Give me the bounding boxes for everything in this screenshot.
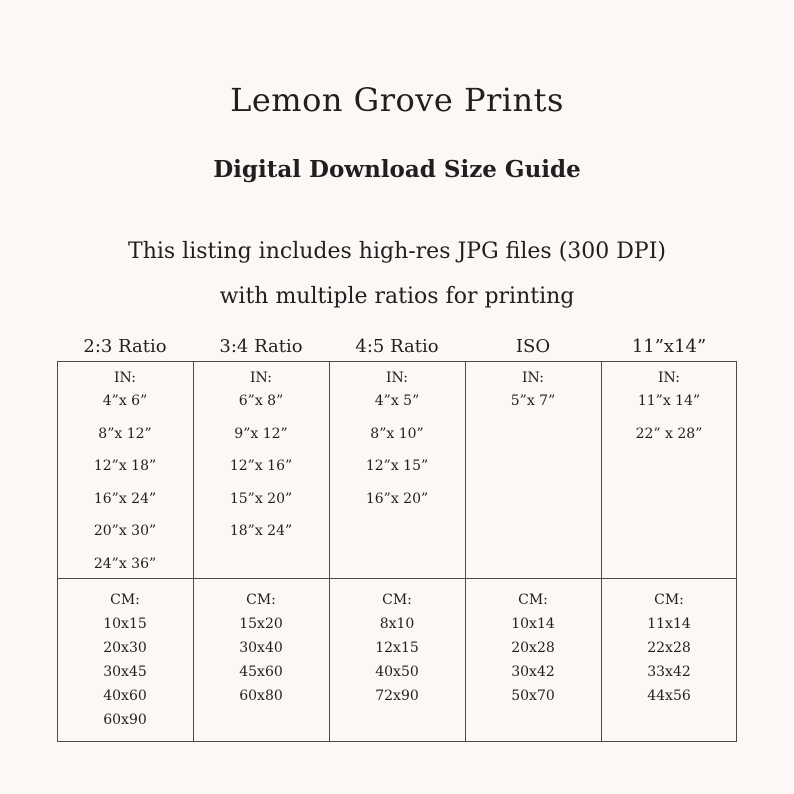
cm-cell bbox=[465, 591, 601, 709]
cm-size-list bbox=[57, 613, 193, 733]
cm-size-item: 20x30 bbox=[103, 640, 147, 656]
in-size-item: 4”x 6” bbox=[102, 393, 148, 409]
cm-size-list bbox=[465, 613, 601, 709]
in-size-item: 4”x 5” bbox=[374, 393, 420, 409]
page-subtitle: Digital Download Size Guide bbox=[213, 156, 581, 183]
cm-label: CM: bbox=[110, 592, 140, 608]
cm-label: CM: bbox=[654, 592, 684, 608]
in-size-list bbox=[193, 391, 329, 554]
cm-size-item: 10x15 bbox=[103, 616, 147, 632]
in-label: IN: bbox=[386, 370, 408, 386]
in-size-item: 22” x 28” bbox=[635, 425, 703, 442]
cm-size-item: 12x15 bbox=[375, 640, 419, 656]
description-line-1: This listing includes high-res JPG files (300 DPI) bbox=[128, 239, 666, 264]
column-headers bbox=[57, 334, 737, 360]
cm-size-item: 72x90 bbox=[375, 688, 419, 704]
in-size-item: 16”x 20” bbox=[365, 490, 429, 507]
cm-size-item: 45x60 bbox=[239, 664, 283, 680]
cm-size-item: 40x60 bbox=[103, 688, 147, 704]
in-cell bbox=[193, 369, 329, 554]
cm-cell bbox=[329, 591, 465, 709]
in-size-item: 12”x 15” bbox=[365, 458, 429, 474]
in-size-item: 16”x 24” bbox=[93, 490, 157, 507]
cm-size-item: 30x42 bbox=[511, 664, 555, 680]
in-size-item: 9”x 12” bbox=[234, 425, 288, 442]
cm-cell bbox=[57, 591, 193, 733]
cm-size-item: 15x20 bbox=[239, 616, 283, 632]
cm-size-item: 8x10 bbox=[379, 616, 415, 632]
in-size-item: 20”x 30” bbox=[93, 523, 157, 539]
in-size-item: 12”x 18” bbox=[93, 458, 157, 474]
in-size-list bbox=[465, 391, 601, 424]
cm-label: CM: bbox=[246, 592, 276, 608]
in-size-list bbox=[57, 391, 193, 586]
in-cell bbox=[57, 369, 193, 586]
in-size-list bbox=[329, 391, 465, 521]
in-label: IN: bbox=[114, 370, 136, 386]
in-label: IN: bbox=[250, 370, 272, 386]
description bbox=[0, 229, 794, 319]
in-size-item: 6”x 8” bbox=[238, 393, 284, 409]
cm-size-item: 10x14 bbox=[511, 616, 555, 632]
in-cell bbox=[465, 369, 601, 424]
cm-size-item: 22x28 bbox=[647, 640, 691, 656]
cm-size-item: 20x28 bbox=[511, 640, 555, 656]
in-size-item: 8”x 12” bbox=[98, 425, 152, 442]
cm-size-list bbox=[601, 613, 737, 709]
cm-size-item: 30x45 bbox=[103, 664, 147, 680]
cm-cell bbox=[193, 591, 329, 709]
in-label: IN: bbox=[658, 370, 680, 386]
in-size-item: 18”x 24” bbox=[229, 523, 293, 539]
cm-size-list bbox=[193, 613, 329, 709]
in-size-item: 8”x 10” bbox=[370, 425, 424, 442]
cm-cell bbox=[601, 591, 737, 709]
cm-size-item: 44x56 bbox=[647, 688, 691, 704]
in-size-list bbox=[601, 391, 737, 456]
cm-size-item: 30x40 bbox=[239, 640, 283, 656]
in-cell bbox=[329, 369, 465, 521]
column-header-3-4-ratio: 3:4 Ratio bbox=[219, 336, 303, 357]
in-size-item: 12”x 16” bbox=[229, 458, 293, 474]
cm-size-item: 33x42 bbox=[647, 664, 691, 680]
cm-size-item: 40x50 bbox=[375, 664, 419, 680]
in-label: IN: bbox=[522, 370, 544, 386]
cm-size-item: 11x14 bbox=[647, 616, 691, 632]
in-cell bbox=[601, 369, 737, 456]
description-line-2: with multiple ratios for printing bbox=[219, 284, 575, 309]
cm-label: CM: bbox=[518, 592, 548, 608]
cm-size-list bbox=[329, 613, 465, 709]
in-size-item: 11”x 14” bbox=[637, 393, 701, 409]
column-header-2-3-ratio: 2:3 Ratio bbox=[83, 336, 167, 357]
cm-size-item: 60x90 bbox=[103, 712, 147, 728]
in-size-item: 15”x 20” bbox=[229, 490, 293, 507]
size-table bbox=[57, 361, 737, 742]
cm-size-item: 50x70 bbox=[511, 688, 555, 704]
column-header-11x14: 11”x14” bbox=[631, 336, 707, 357]
page-title: Lemon Grove Prints bbox=[230, 81, 564, 119]
cm-label: CM: bbox=[382, 592, 412, 608]
in-size-item: 24”x 36” bbox=[93, 555, 157, 572]
column-header-iso: ISO bbox=[515, 336, 551, 357]
in-size-item: 5”x 7” bbox=[510, 393, 556, 409]
column-header-4-5-ratio: 4:5 Ratio bbox=[355, 336, 439, 357]
cm-size-item: 60x80 bbox=[239, 688, 283, 704]
